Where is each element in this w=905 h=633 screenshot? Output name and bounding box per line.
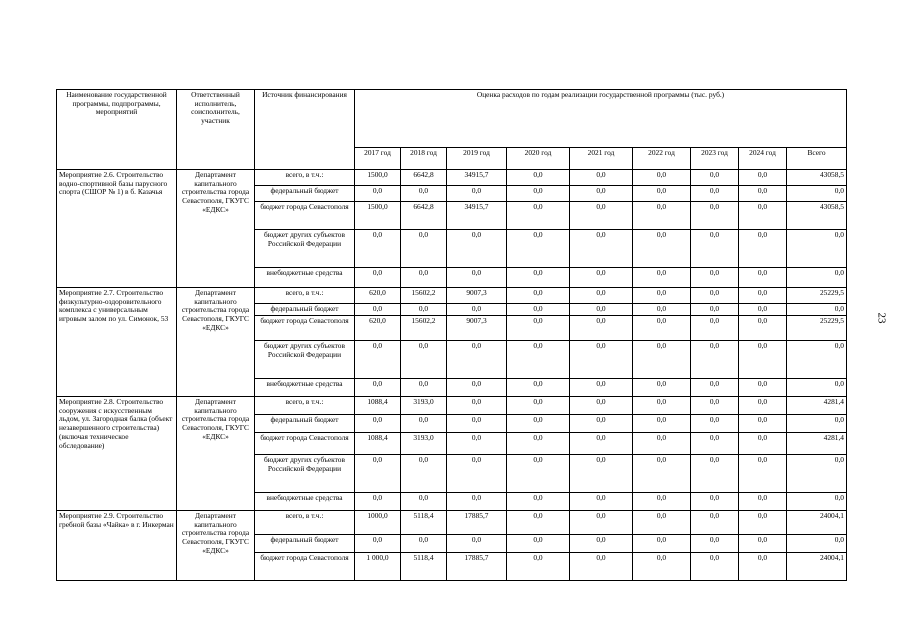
total-cell: 0,0 [787,379,847,397]
value-cell: 0,0 [507,397,570,415]
total-cell: 0,0 [787,535,847,553]
value-cell: 0,0 [739,202,787,230]
value-cell: 0,0 [691,230,739,268]
total-cell: 0,0 [787,455,847,493]
value-cell: 0,0 [355,186,401,202]
value-cell: 0,0 [691,316,739,341]
funding-source: всего, в т.ч.: [255,397,355,415]
total-cell: 43058,5 [787,170,847,186]
year-header: 2019 год [447,148,507,170]
value-cell: 0,0 [739,186,787,202]
funding-source: всего, в т.ч.: [255,170,355,186]
funding-source: бюджет города Севастополя [255,202,355,230]
value-cell: 0,0 [570,170,633,186]
value-cell: 0,0 [739,316,787,341]
table-row [57,170,847,186]
value-cell: 0,0 [570,511,633,535]
budget-table-body [57,170,847,581]
value-cell: 0,0 [401,230,447,268]
value-cell: 17885,7 [447,511,507,535]
year-header: 2017 год [355,148,401,170]
value-cell: 1500,0 [355,202,401,230]
value-cell: 0,0 [507,316,570,341]
value-cell: 0,0 [691,535,739,553]
value-cell: 0,0 [691,553,739,581]
value-cell: 0,0 [570,553,633,581]
value-cell: 3193,0 [401,433,447,455]
funding-source: федеральный бюджет [255,304,355,316]
value-cell: 0,0 [691,268,739,288]
measure-name: Мероприятие 2.9. Строительство гребной базы «Чайка» в г. Инкерман [57,511,177,581]
value-cell: 0,0 [739,397,787,415]
funding-source: федеральный бюджет [255,415,355,433]
value-cell: 15602,2 [401,316,447,341]
total-cell: 0,0 [787,186,847,202]
measure-responsible: Департамент капитального строительства города Севастополя, ГКУГС «ЕДКС» [177,511,255,581]
value-cell: 620,0 [355,288,401,304]
value-cell: 0,0 [633,455,691,493]
total-cell: 0,0 [787,341,847,379]
value-cell: 0,0 [633,341,691,379]
value-cell: 0,0 [691,415,739,433]
funding-source: бюджет других субъектов Российской Федерации [255,455,355,493]
value-cell: 0,0 [633,186,691,202]
funding-source: всего, в т.ч.: [255,511,355,535]
header-name: Наименование государственной программы, подпрограммы, мероприятий [57,90,177,170]
value-cell: 0,0 [507,170,570,186]
header-responsible: Ответственный исполнитель, соисполнитель, участник [177,90,255,170]
value-cell: 0,0 [739,455,787,493]
value-cell: 0,0 [570,379,633,397]
value-cell: 0,0 [507,268,570,288]
value-cell: 0,0 [447,535,507,553]
year-header: 2024 год [739,148,787,170]
value-cell: 5118,4 [401,511,447,535]
value-cell: 0,0 [507,415,570,433]
value-cell: 0,0 [507,288,570,304]
value-cell: 1088,4 [355,433,401,455]
value-cell: 0,0 [739,433,787,455]
value-cell: 0,0 [570,186,633,202]
value-cell: 0,0 [739,553,787,581]
value-cell: 0,0 [570,455,633,493]
value-cell: 9007,3 [447,288,507,304]
total-cell: 4281,4 [787,433,847,455]
value-cell: 1000,0 [355,511,401,535]
value-cell: 0,0 [570,535,633,553]
value-cell: 0,0 [691,397,739,415]
funding-source: федеральный бюджет [255,186,355,202]
value-cell: 0,0 [447,341,507,379]
value-cell: 0,0 [447,379,507,397]
funding-source: бюджет города Севастополя [255,553,355,581]
value-cell: 0,0 [507,511,570,535]
value-cell: 15602,2 [401,288,447,304]
value-cell: 0,0 [739,379,787,397]
value-cell: 0,0 [507,433,570,455]
value-cell: 0,0 [401,341,447,379]
value-cell: 0,0 [355,535,401,553]
value-cell: 0,0 [401,535,447,553]
value-cell: 0,0 [739,493,787,511]
value-cell: 0,0 [633,379,691,397]
budget-sheet [56,89,846,581]
value-cell: 0,0 [447,304,507,316]
value-cell: 0,0 [691,202,739,230]
value-cell: 34915,7 [447,202,507,230]
funding-source: бюджет других субъектов Российской Федерации [255,341,355,379]
measure-name: Мероприятие 2.6. Строительство водно-спортивной базы парусного спорта (СШОР № 1) в б. Казачья [57,170,177,288]
total-cell: 0,0 [787,304,847,316]
value-cell: 0,0 [401,379,447,397]
value-cell: 0,0 [739,268,787,288]
value-cell: 0,0 [570,415,633,433]
budget-table [56,89,847,581]
value-cell: 3193,0 [401,397,447,415]
value-cell: 0,0 [739,535,787,553]
table-row [57,288,847,304]
funding-source: внебюджетные средства [255,493,355,511]
value-cell: 0,0 [633,553,691,581]
value-cell: 0,0 [570,288,633,304]
measure-name: Мероприятие 2.7. Строительство физкультурно-оздоровительного комплекса с универсальным игровым залом по ул. Симонок, 53 [57,288,177,397]
value-cell: 0,0 [447,493,507,511]
value-cell: 0,0 [507,186,570,202]
value-cell: 0,0 [633,415,691,433]
table-row [57,397,847,415]
value-cell: 17885,7 [447,553,507,581]
value-cell: 0,0 [691,341,739,379]
value-cell: 0,0 [507,535,570,553]
value-cell: 0,0 [447,230,507,268]
value-cell: 0,0 [570,268,633,288]
value-cell: 0,0 [739,288,787,304]
value-cell: 0,0 [691,379,739,397]
value-cell: 1 000,0 [355,553,401,581]
funding-source: бюджет других субъектов Российской Федерации [255,230,355,268]
value-cell: 0,0 [507,493,570,511]
measure-responsible: Департамент капитального строительства города Севастополя, ГКУГС «ЕДКС» [177,397,255,511]
value-cell: 0,0 [355,379,401,397]
value-cell: 0,0 [570,397,633,415]
value-cell: 0,0 [691,186,739,202]
header-row [57,90,847,148]
value-cell: 1500,0 [355,170,401,186]
value-cell: 0,0 [401,455,447,493]
header-estimate: Оценка расходов по годам реализации государственной программы (тыс. руб.) [355,90,847,148]
total-cell: 4281,4 [787,397,847,415]
value-cell: 0,0 [633,268,691,288]
total-cell: 43058,5 [787,202,847,230]
year-header-total: Всего [787,148,847,170]
total-cell: 24004,1 [787,553,847,581]
value-cell: 0,0 [570,304,633,316]
measure-responsible: Департамент капитального строительства города Севастополя, ГКУГС «ЕДКС» [177,170,255,288]
value-cell: 0,0 [739,341,787,379]
funding-source: бюджет города Севастополя [255,433,355,455]
value-cell: 0,0 [633,511,691,535]
year-header: 2020 год [507,148,570,170]
value-cell: 0,0 [739,170,787,186]
total-cell: 0,0 [787,415,847,433]
funding-source: бюджет города Севастополя [255,316,355,341]
value-cell: 0,0 [355,341,401,379]
value-cell: 0,0 [633,304,691,316]
value-cell: 0,0 [691,455,739,493]
value-cell: 0,0 [355,455,401,493]
value-cell: 0,0 [691,288,739,304]
value-cell: 0,0 [507,379,570,397]
value-cell: 0,0 [739,304,787,316]
value-cell: 0,0 [633,316,691,341]
value-cell: 0,0 [401,493,447,511]
value-cell: 0,0 [507,230,570,268]
value-cell: 9007,3 [447,316,507,341]
funding-source: внебюджетные средства [255,379,355,397]
value-cell: 0,0 [447,455,507,493]
total-cell: 0,0 [787,268,847,288]
year-header: 2021 год [570,148,633,170]
value-cell: 0,0 [401,415,447,433]
year-header: 2022 год [633,148,691,170]
value-cell: 0,0 [633,433,691,455]
value-cell: 0,0 [739,511,787,535]
value-cell: 0,0 [355,230,401,268]
value-cell: 0,0 [570,341,633,379]
value-cell: 0,0 [355,268,401,288]
value-cell: 0,0 [570,230,633,268]
page-number: 23 [875,312,888,324]
value-cell: 0,0 [739,230,787,268]
value-cell: 0,0 [447,397,507,415]
value-cell: 0,0 [633,397,691,415]
funding-source: внебюджетные средства [255,268,355,288]
value-cell: 0,0 [507,202,570,230]
value-cell: 0,0 [570,202,633,230]
value-cell: 620,0 [355,316,401,341]
value-cell: 0,0 [401,268,447,288]
year-header: 2018 год [401,148,447,170]
value-cell: 0,0 [691,511,739,535]
value-cell: 0,0 [570,433,633,455]
value-cell: 0,0 [447,186,507,202]
value-cell: 0,0 [691,433,739,455]
value-cell: 0,0 [447,415,507,433]
value-cell: 0,0 [401,186,447,202]
table-row [57,511,847,535]
value-cell: 0,0 [507,553,570,581]
value-cell: 0,0 [691,170,739,186]
value-cell: 1088,4 [355,397,401,415]
value-cell: 0,0 [570,493,633,511]
value-cell: 0,0 [355,304,401,316]
value-cell: 0,0 [633,288,691,304]
value-cell: 0,0 [401,304,447,316]
value-cell: 0,0 [447,433,507,455]
measure-responsible: Департамент капитального строительства города Севастополя, ГКУГС «ЕДКС» [177,288,255,397]
year-header: 2023 год [691,148,739,170]
funding-source: всего, в т.ч.: [255,288,355,304]
value-cell: 0,0 [633,230,691,268]
value-cell: 0,0 [570,316,633,341]
value-cell: 0,0 [447,268,507,288]
total-cell: 25229,5 [787,316,847,341]
value-cell: 6642,8 [401,170,447,186]
funding-source: федеральный бюджет [255,535,355,553]
total-cell: 0,0 [787,493,847,511]
value-cell: 0,0 [355,415,401,433]
total-cell: 24004,1 [787,511,847,535]
value-cell: 0,0 [633,202,691,230]
value-cell: 6642,8 [401,202,447,230]
value-cell: 0,0 [633,170,691,186]
total-cell: 25229,5 [787,288,847,304]
value-cell: 34915,7 [447,170,507,186]
value-cell: 0,0 [691,493,739,511]
value-cell: 0,0 [739,415,787,433]
value-cell: 0,0 [507,304,570,316]
value-cell: 0,0 [633,493,691,511]
measure-name: Мероприятие 2.8. Строительство сооружения с искусственным льдом, ул. Загородная балка (объект незавершенного строительства) (включая техническое обследование) [57,397,177,511]
header-source: Источник финансирования [255,90,355,170]
value-cell: 0,0 [507,455,570,493]
value-cell: 0,0 [633,535,691,553]
value-cell: 0,0 [507,341,570,379]
value-cell: 0,0 [355,493,401,511]
value-cell: 0,0 [691,304,739,316]
value-cell: 5118,4 [401,553,447,581]
total-cell: 0,0 [787,230,847,268]
